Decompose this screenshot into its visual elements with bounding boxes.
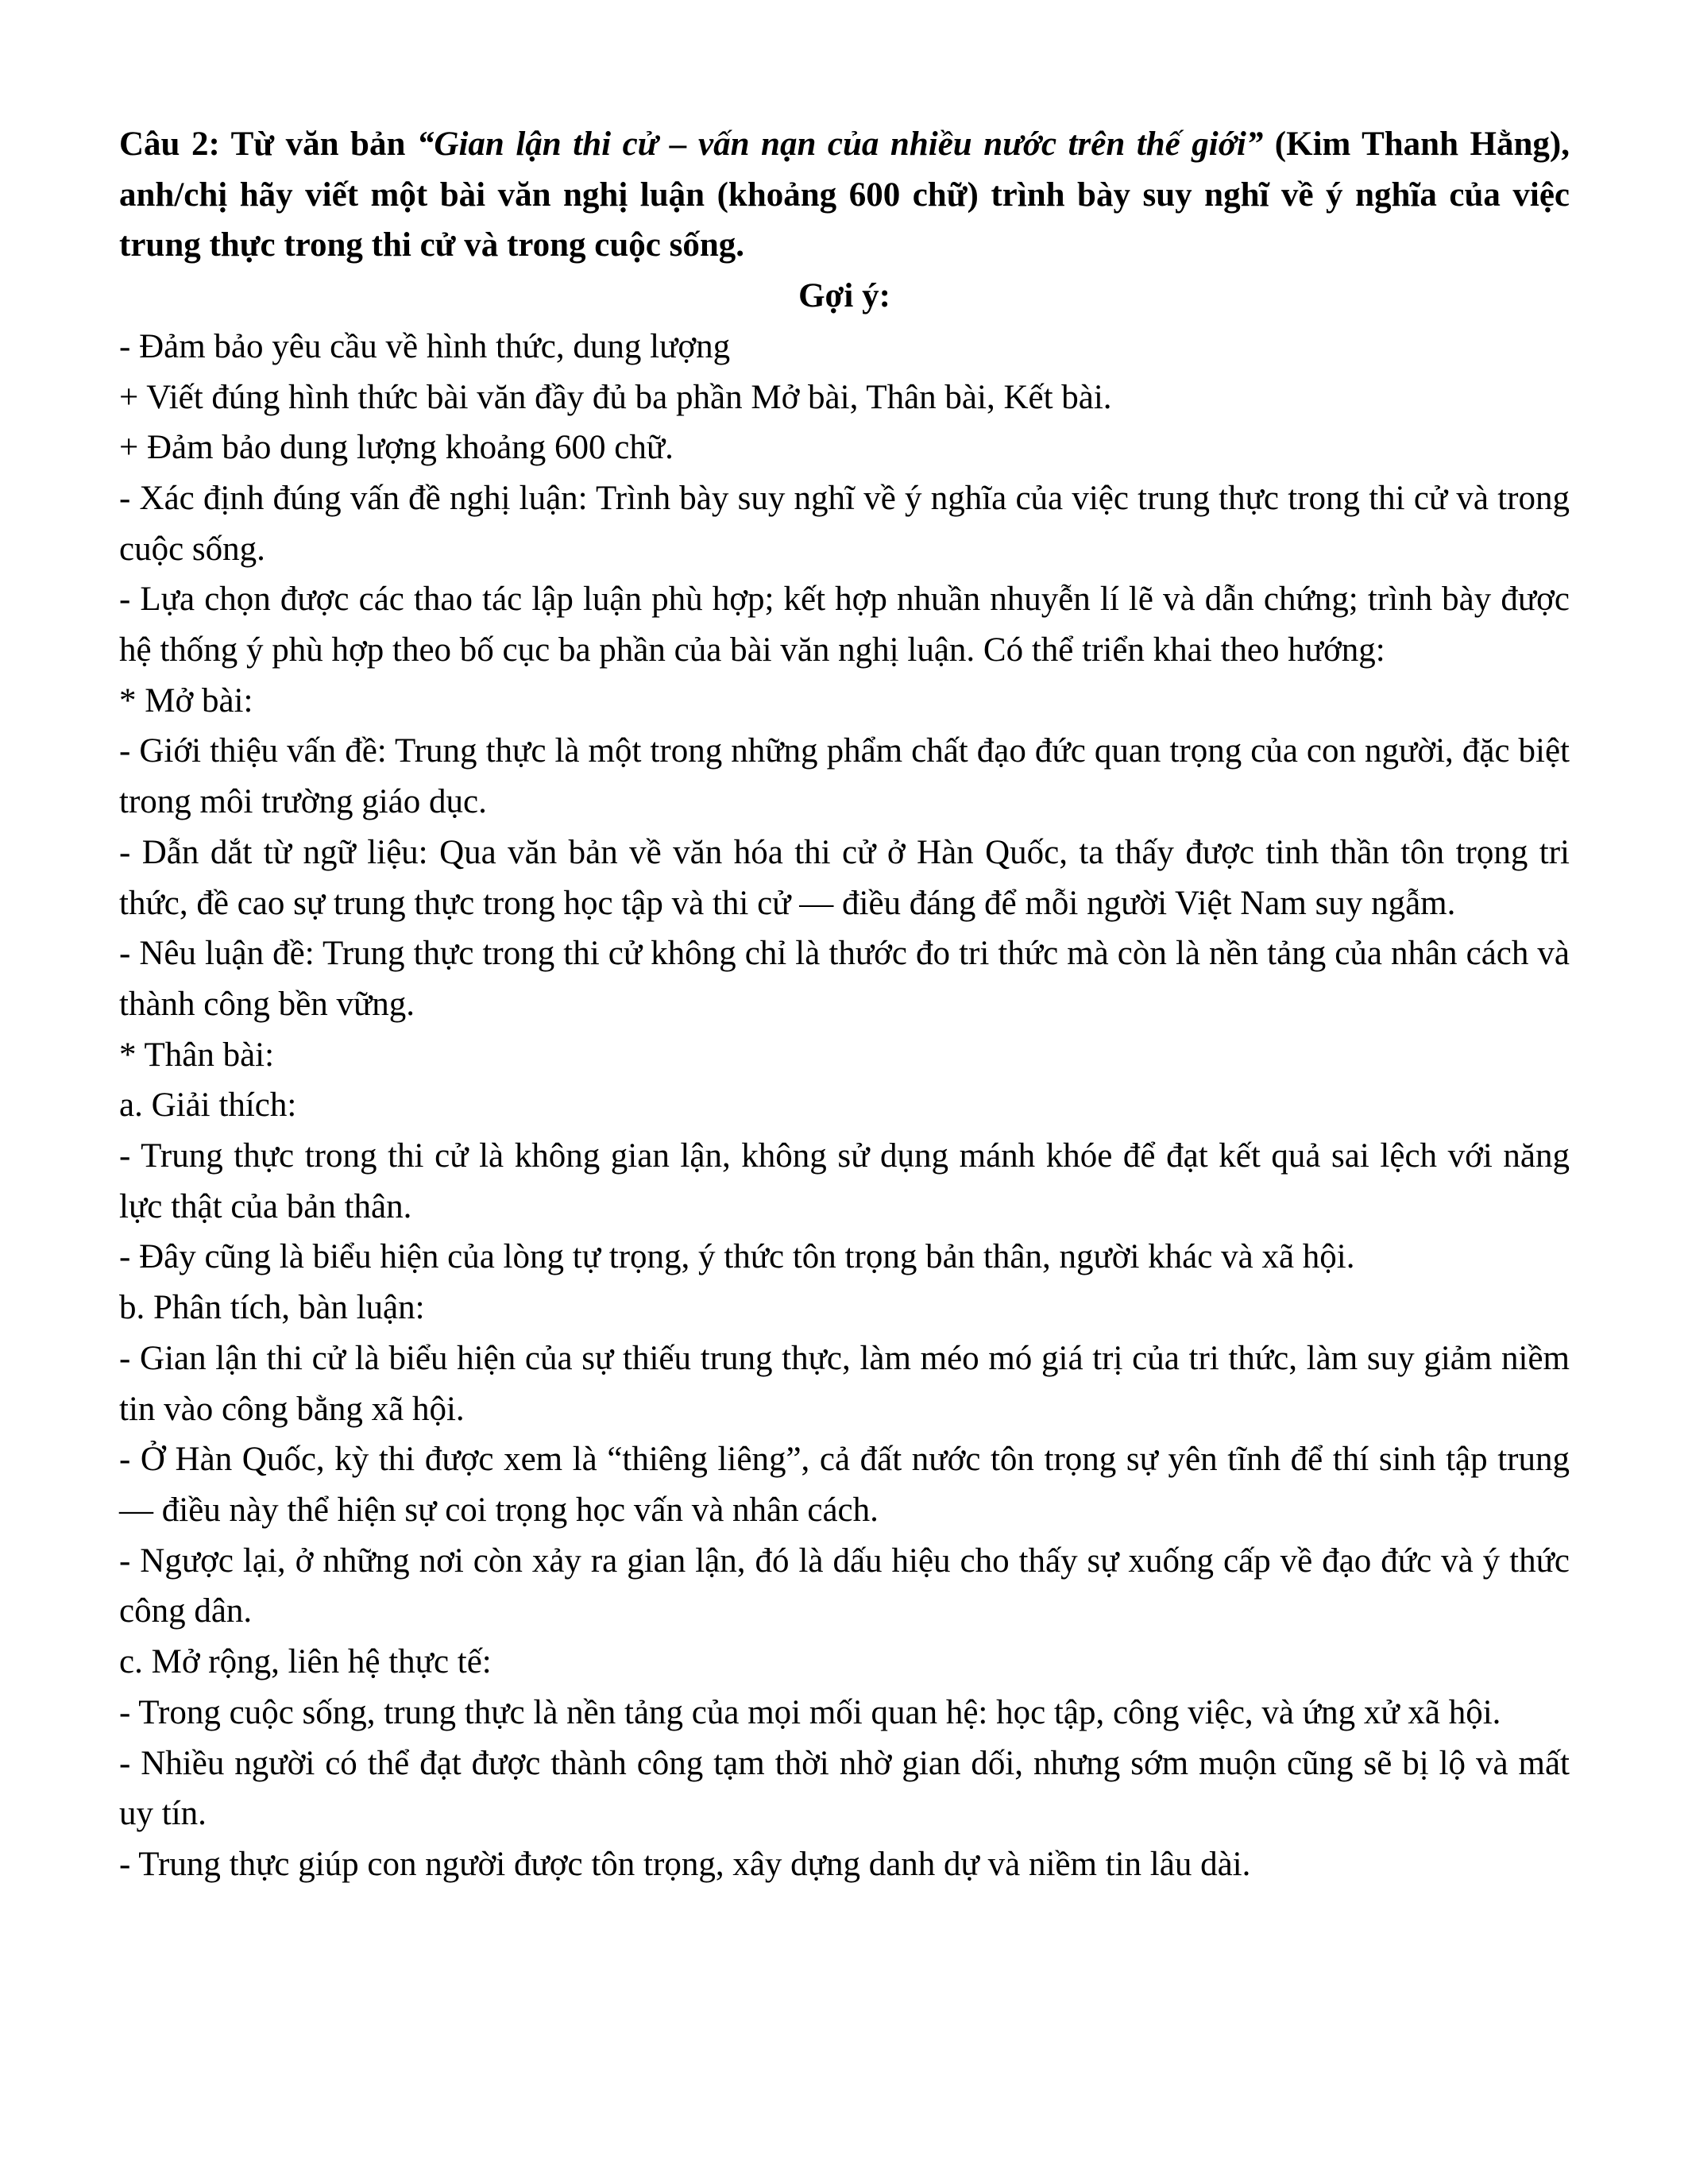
hint-paragraph: * Thân bài: <box>119 1036 275 1074</box>
hint-paragraph: * Mở bài: <box>119 681 253 720</box>
hint-paragraph: a. Giải thích: <box>119 1086 297 1125</box>
hint-paragraph: - Trong cuộc sống, trung thực là nền tảng của mọi mối quan hệ: học tập, công việc, và ứng xử xã hội. <box>119 1693 1501 1731</box>
hint-paragraph: - Nêu luận đề: Trung thực trong thi cử không chỉ là thước đo tri thức mà còn là nền tảng của nhân cách và thành công bền vững. <box>119 935 1570 1023</box>
hint-paragraph: - Ở Hàn Quốc, kỳ thi được xem là “thiêng liêng”, cả đất nước tôn trọng sự yên tĩnh để thí sinh tập trung — điều này thể hiện sự coi trọng học vấn và nhân cách. <box>119 1441 1570 1529</box>
question-text: (Kim Thanh Hằng), anh/chị hãy viết một bài văn nghị luận (khoảng 600 chữ) trình bày suy nghĩ về ý nghĩa của việc trung thực trong thi cử và trong cuộc sống. <box>119 125 1570 264</box>
hint-paragraph: - Giới thiệu vấn đề: Trung thực là một trong những phẩm chất đạo đức quan trọng của con người, đặc biệt trong môi trường giáo dục. <box>119 732 1570 821</box>
question-label: Câu 2: Từ văn bản <box>119 125 417 163</box>
source-title: “Gian lận thi cử – vấn nạn của nhiều nước trên thế giới” <box>416 125 1264 163</box>
hint-paragraph: c. Mở rộng, liên hệ thực tế: <box>119 1643 492 1681</box>
hint-paragraph: - Đảm bảo yêu cầu về hình thức, dung lượng <box>119 327 731 365</box>
document-page <box>119 119 1570 1890</box>
hint-paragraph: - Xác định đúng vấn đề nghị luận: Trình bày suy nghĩ về ý nghĩa của việc trung thực trong thi cử và trong cuộc sống. <box>119 479 1570 568</box>
hint-paragraph: + Đảm bảo dung lượng khoảng 600 chữ. <box>119 429 674 467</box>
hint-paragraph: - Dẫn dắt từ ngữ liệu: Qua văn bản về văn hóa thi cử ở Hàn Quốc, ta thấy được tinh thần tôn trọng tri thức, đề cao sự trung thực trong học tập và thi cử — điều đáng để mỗi người Việt Nam suy ngẫm. <box>119 833 1570 922</box>
hint-paragraph: + Viết đúng hình thức bài văn đầy đủ ba phần Mở bài, Thân bài, Kết bài. <box>119 378 1112 416</box>
hint-paragraph: b. Phân tích, bàn luận: <box>119 1289 425 1327</box>
hint-paragraph: - Ngược lại, ở những nơi còn xảy ra gian lận, đó là dấu hiệu cho thấy sự xuống cấp về đạo đức và ý thức công dân. <box>119 1542 1570 1630</box>
hint-paragraph: - Nhiều người có thể đạt được thành công tạm thời nhờ gian dối, nhưng sớm muộn cũng sẽ bị lộ và mất uy tín. <box>119 1744 1570 1833</box>
hint-paragraph: - Đây cũng là biểu hiện của lòng tự trọng, ý thức tôn trọng bản thân, người khác và xã hội. <box>119 1238 1355 1276</box>
hint-heading: Gợi ý: <box>798 277 890 315</box>
question-prompt <box>119 119 1570 271</box>
hint-paragraph: - Trung thực trong thi cử là không gian lận, không sử dụng mánh khóe để đạt kết quả sai lệch với năng lực thật của bản thân. <box>119 1137 1570 1225</box>
hint-paragraph: - Lựa chọn được các thao tác lập luận phù hợp; kết hợp nhuần nhuyễn lí lẽ và dẫn chứng; trình bày được hệ thống ý phù hợp theo bố cục ba phần của bài văn nghị luận. Có thể triển khai theo hướng: <box>119 581 1570 669</box>
hint-body <box>119 322 1570 1890</box>
hint-paragraph: - Trung thực giúp con người được tôn trọng, xây dựng danh dự và niềm tin lâu dài. <box>119 1845 1251 1883</box>
hint-paragraph: - Gian lận thi cử là biểu hiện của sự thiếu trung thực, làm méo mó giá trị của tri thức, làm suy giảm niềm tin vào công bằng xã hội. <box>119 1339 1570 1428</box>
